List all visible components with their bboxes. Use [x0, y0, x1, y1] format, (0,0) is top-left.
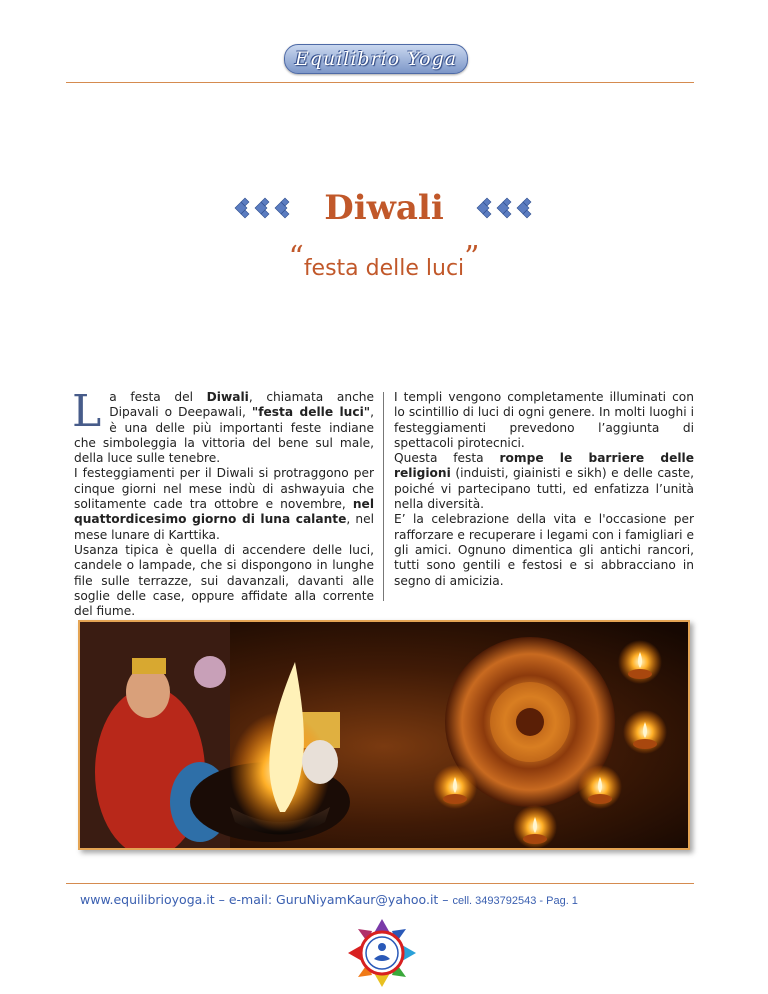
- diamond-ornament-left-icon: [230, 197, 296, 219]
- logo-badge: [284, 44, 468, 74]
- left-paragraph-1: [72, 386, 374, 466]
- footer-rule: [66, 883, 694, 884]
- close-quote: ”: [464, 240, 480, 275]
- footer-cell: cell. 3493792543: [452, 895, 537, 907]
- text-run: , nel mese lunare di Karttika.: [74, 512, 375, 542]
- text-run: , chiamata anche Dipavali o Deepawali,: [109, 390, 374, 420]
- bold-text: rompe le barriere delle religioni: [394, 451, 695, 481]
- right-column: [394, 390, 694, 589]
- text-run: , è una delle più importanti feste indiane che simboleggia la vittoria del bene sul male, della luce sulle tenebre.: [74, 405, 374, 466]
- diamond-ornament-right-icon: [472, 197, 538, 219]
- header-rule: [66, 82, 694, 83]
- subtitle-text: festa delle luci: [303, 256, 465, 281]
- bold-text: Diwali: [206, 390, 249, 404]
- left-paragraph-2: [74, 466, 374, 542]
- right-paragraph-3: E’ la celebrazione della vita e l'occasione per rafforzare e recuperare i legami con i famigliari e gli amici. Ognuno dimentica gli antichi rancori, tutti sono gentili e festosi e si abbracciano in segno di amicizia.: [394, 512, 694, 588]
- left-column: [72, 386, 375, 619]
- footer: [80, 892, 578, 907]
- text-run: a festa del: [109, 390, 207, 404]
- title-row: [0, 188, 768, 228]
- footer-page: - Pag. 1: [536, 895, 578, 907]
- page-title: Diwali: [324, 188, 444, 228]
- text-run: Questa festa: [394, 451, 500, 466]
- open-quote: “: [288, 240, 304, 275]
- subtitle: [0, 240, 768, 281]
- right-paragraph-1: I templi vengono completamente illuminati con lo scintillio di luci di ogni genere. In molti luoghi i festeggiamenti prevedono l’aggiunta di spettacoli pirotecnici.: [394, 390, 694, 450]
- text-run: I festeggiamenti per il Diwali si protraggono per cinque giorni nel mese indù di ashwayuia che solitamente cade tra ottobre e novembre,: [74, 466, 374, 512]
- bold-text: "festa delle luci": [251, 405, 371, 420]
- column-divider: [383, 392, 384, 601]
- right-paragraph-2: [394, 451, 694, 512]
- logo-text: Equilibrio Yoga: [294, 48, 458, 70]
- footer-contact: www.equilibrioyoga.it – e-mail: GuruNiyamKaur@yahoo.it –: [80, 892, 453, 907]
- left-paragraph-3: Usanza tipica è quella di accendere delle luci, candele o lampade, che si dispongono in lunghe file sulle terrazze, sui davanzali, davanti alle soglie delle case, oppure affidate alla corrente del fiume.: [74, 542, 374, 619]
- dropcap: L: [72, 386, 102, 437]
- bold-text: nel quattordicesimo giorno di luna calante: [74, 497, 374, 527]
- text-run: (induisti, giainisti e sikh) e delle caste, poiché vi partecipano tutti, ed enfatizza l’unità nella diversità.: [394, 466, 694, 512]
- diwali-photo-collage: [78, 620, 690, 850]
- chakra-lotus-emblem-icon: [346, 917, 418, 989]
